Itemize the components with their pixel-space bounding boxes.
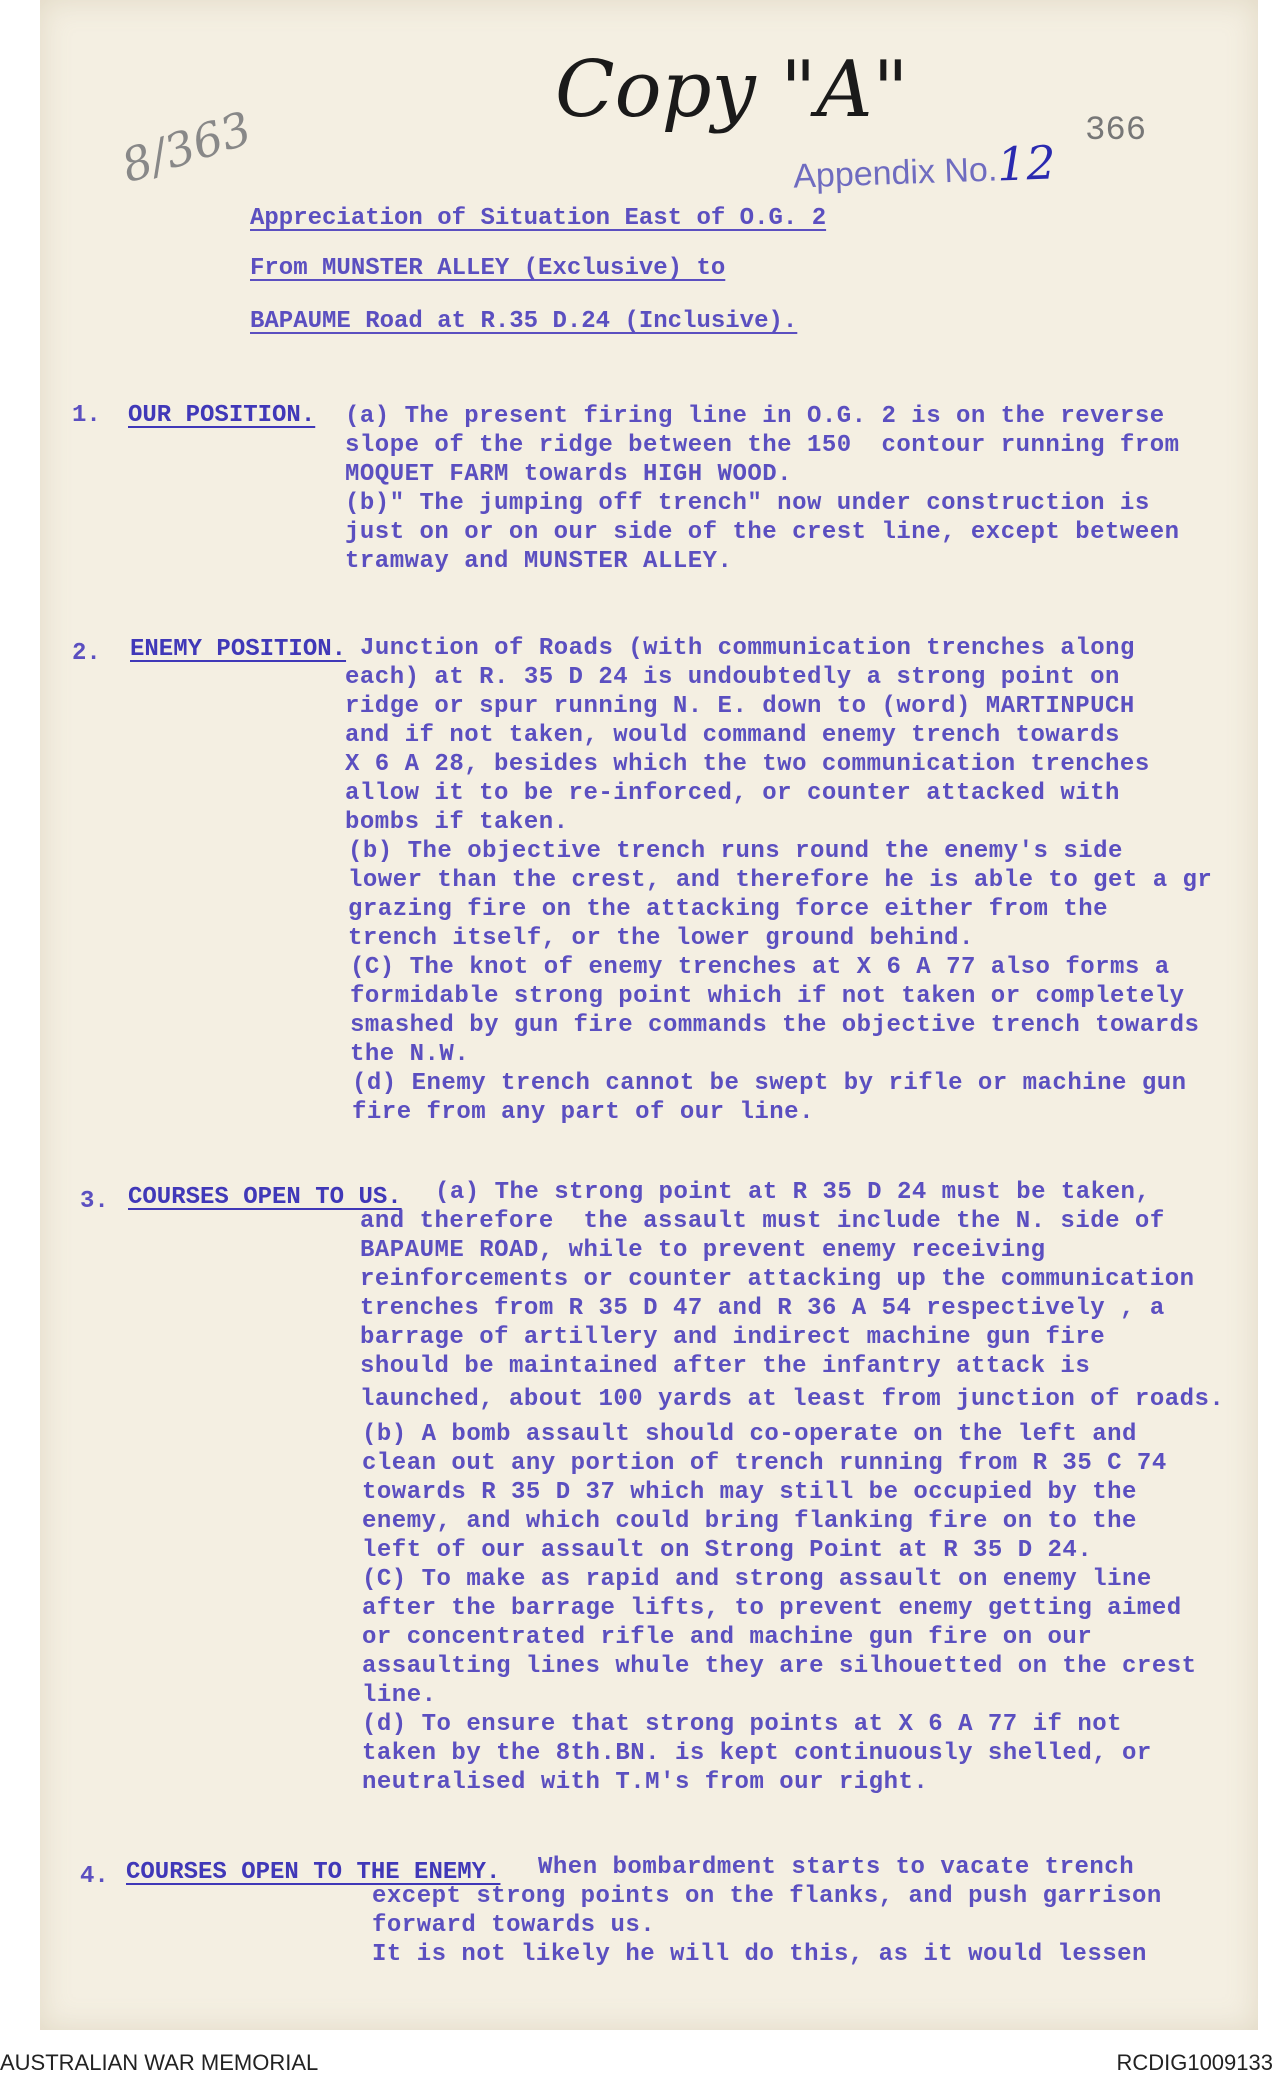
section-2-line: the N.W. [350, 1041, 470, 1068]
handwritten-reference-number: 8/363 [114, 100, 258, 194]
section-2-line: each) at R. 35 D 24 is undoubtedly a strong point on [345, 664, 1120, 691]
section-4-line: When bombardment starts to vacate trench [538, 1854, 1135, 1881]
section-3-line: (d) To ensure that strong points at X 6 A 77 if not [362, 1711, 1123, 1738]
section-3-line: reinforcements or counter attacking up the communication [360, 1266, 1195, 1293]
section-2-line: ridge or spur running N. E. down to (word) MARTINPUCH [345, 693, 1135, 720]
section-3-line: trenches from R 35 D 47 and R 36 A 54 respectively , a [360, 1295, 1165, 1322]
section-3-line: towards R 35 D 37 which may still be occupied by the [362, 1479, 1137, 1506]
section-2-line: bombs if taken. [345, 809, 569, 836]
section-1-line: (a) The present firing line in O.G. 2 is on the reverse [345, 403, 1165, 430]
section-2-line: and if not taken, would command enemy trench towards [345, 722, 1120, 749]
section-1-heading: OUR POSITION. [128, 402, 316, 429]
section-3-line: or concentrated rifle and machine gun fire on our [362, 1624, 1093, 1651]
section-2-line: grazing fire on the attacking force either from the [348, 896, 1109, 923]
section-1-line: slope of the ridge between the 150 contour running from [345, 432, 1180, 459]
section-3-line: assaulting lines whule they are silhouetted on the crest [362, 1653, 1197, 1680]
section-2-line: allow it to be re-inforced, or counter attacked with [345, 780, 1120, 807]
section-3-line: clean out any portion of trench running from R 35 C 74 [362, 1450, 1167, 1477]
section-2-line: fire from any part of our line. [352, 1099, 814, 1126]
section-3-line: BAPAUME ROAD, while to prevent enemy receiving [360, 1237, 1046, 1264]
section-3-line: left of our assault on Strong Point at R 35 D 24. [362, 1537, 1093, 1564]
section-2-line: smashed by gun fire commands the objective trench towards [350, 1012, 1200, 1039]
section-2-number: 2. [72, 640, 101, 667]
section-3-line: line. [362, 1682, 437, 1709]
section-1-line: (b)" The jumping off trench" now under construction is [345, 490, 1150, 517]
section-2-line: X 6 A 28, besides which the two communication trenches [345, 751, 1150, 778]
section-1-line: MOQUET FARM towards HIGH WOOD. [345, 461, 793, 488]
section-3-line: neutralised with T.M's from our right. [362, 1769, 929, 1796]
section-2-heading: ENEMY POSITION. [130, 636, 347, 663]
section-3-line: taken by the 8th.BN. is kept continuously shelled, or [362, 1740, 1152, 1767]
section-3-number: 3. [80, 1188, 109, 1215]
title-line-1: Appreciation of Situation East of O.G. 2 [250, 205, 827, 232]
section-3-line: (b) A bomb assault should co-operate on the left and [362, 1421, 1137, 1448]
section-1-number: 1. [72, 402, 101, 429]
title-line-3: BAPAUME Road at R.35 D.24 (Inclusive). [250, 308, 798, 335]
section-1-line: just on or on our side of the crest line, except between [345, 519, 1180, 546]
appendix-stamp [792, 135, 1056, 198]
section-3-line: and therefore the assault must include the N. side of [360, 1208, 1165, 1235]
appendix-number: 12 [996, 135, 1057, 192]
title-line-2: From MUNSTER ALLEY (Exclusive) to [250, 255, 726, 282]
section-2-line: trench itself, or the lower ground behind. [348, 925, 974, 952]
appendix-label: Appendix No. [792, 150, 998, 196]
section-2-line: (b) The objective trench runs round the enemy's side [348, 838, 1123, 865]
section-4-line: It is not likely he will do this, as it would lessen [372, 1941, 1147, 1968]
section-3-line: should be maintained after the infantry attack is [360, 1353, 1091, 1380]
section-2-line: (d) Enemy trench cannot be swept by rifle or machine gun [352, 1070, 1187, 1097]
footer-record-id: RCDIG1009133 [1116, 2050, 1273, 2075]
section-2-line: Junction of Roads (with communication trenches along [360, 635, 1135, 662]
section-3-line: barrage of artillery and indirect machine gun fire [360, 1324, 1106, 1351]
section-1-line: tramway and MUNSTER ALLEY. [345, 548, 733, 575]
section-3-line: after the barrage lifts, to prevent enemy getting aimed [362, 1595, 1182, 1622]
section-4-line: except strong points on the flanks, and push garrison [372, 1883, 1162, 1910]
handwritten-copy-mark: Copy "A" [555, 45, 909, 135]
section-4-heading: COURSES OPEN TO THE ENEMY. [126, 1859, 501, 1886]
section-3-line: (a) The strong point at R 35 D 24 must be taken, [435, 1179, 1151, 1206]
folio-number: 366 [1085, 112, 1147, 150]
section-3-line: (C) To make as rapid and strong assault on enemy line [362, 1566, 1152, 1593]
section-2-line: lower than the crest, and therefore he is able to get a gr [348, 867, 1213, 894]
section-3-line: launched, about 100 yards at least from junction of roads. [360, 1386, 1225, 1413]
section-3-heading: COURSES OPEN TO US. [128, 1184, 402, 1211]
section-4-number: 4. [80, 1863, 109, 1890]
section-2-line: formidable strong point which if not taken or completely [350, 983, 1185, 1010]
footer-institution: AUSTRALIAN WAR MEMORIAL [0, 2050, 319, 2075]
section-3-line: enemy, and which could bring flanking fire on to the [362, 1508, 1137, 1535]
section-4-line: forward towards us. [372, 1912, 656, 1939]
section-2-line: (C) The knot of enemy trenches at X 6 A 77 also forms a [350, 954, 1170, 981]
